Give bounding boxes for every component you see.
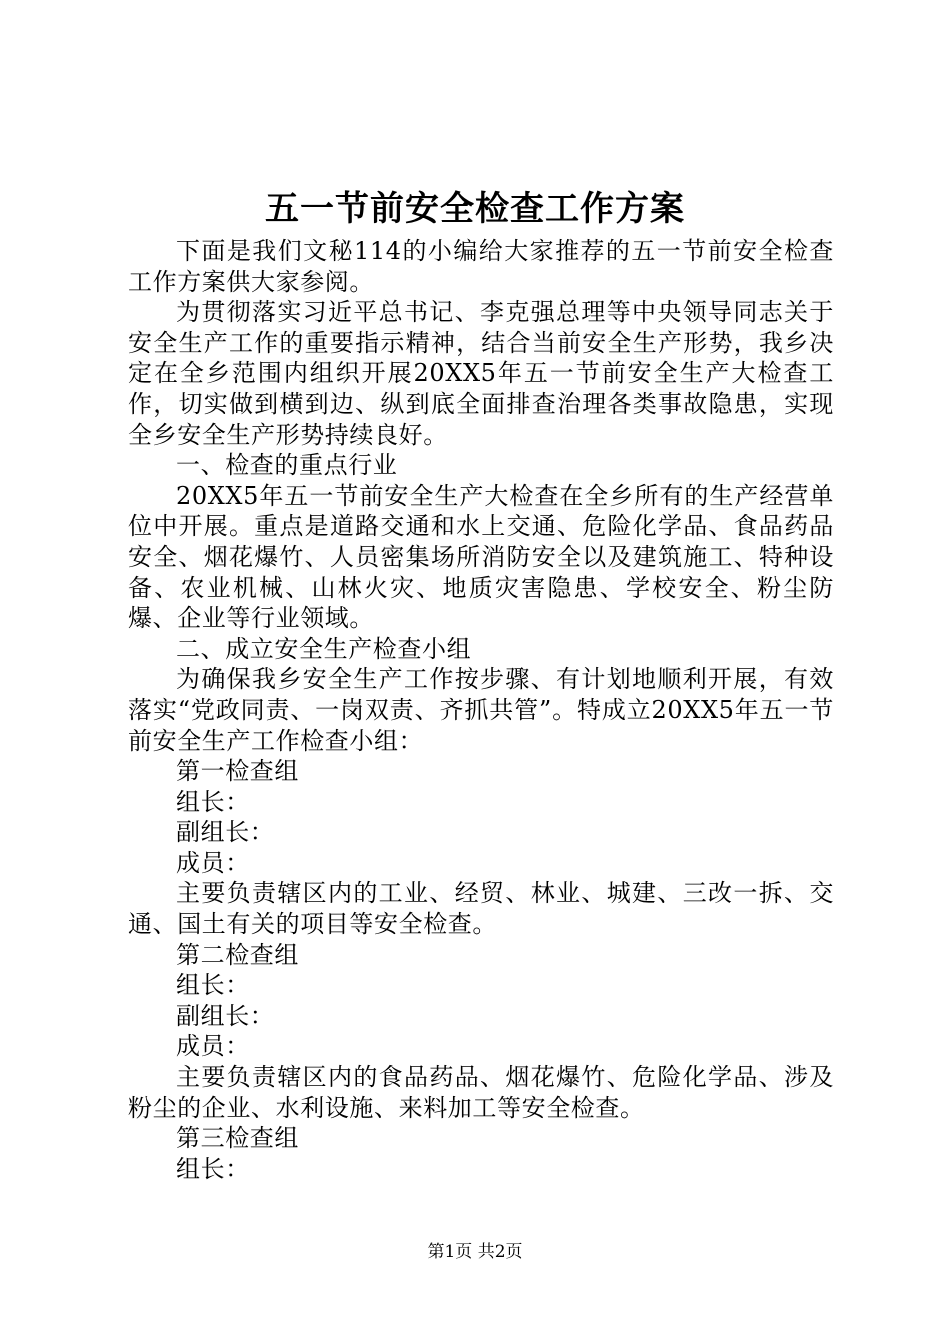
paragraph-industries: 20XX5年五一节前安全生产大检查在全乡所有的生产经营单位中开展。重点是道路交通和水上交通、危险化学品、食品药品安全、烟花爆竹、人员密集场所消防安全以及建筑施工、特种设备、农业机械、山林火灾、地质灾害隐患、学校安全、粉尘防爆、企业等行业领域。 [128,481,834,633]
group-2-leader: 组长： [176,971,250,1000]
group-3-heading: 第三检查组 [176,1124,299,1153]
group-3-leader: 组长： [176,1154,250,1183]
paragraph-intro: 下面是我们文秘114的小编给大家推荐的五一节前安全检查工作方案供大家参阅。 [128,237,834,296]
document-title: 五一节前安全检查工作方案 [265,189,685,229]
group-1-deputy: 副组长： [176,818,275,847]
group-2-members: 成员： [176,1032,250,1061]
paragraph-purpose: 为贯彻落实习近平总书记、李克强总理等中央领导同志关于安全生产工作的重要指示精神，结合当前安全生产形势，我乡决定在全乡范围内组织开展20XX5年五一节前安全生产大检查工作，切实做到横到边、纵到底全面排查治理各类事故隐患，实现全乡安全生产形势持续良好。 [128,298,834,449]
group-1-heading: 第一检查组 [176,757,299,786]
group-1-members: 成员： [176,848,250,877]
document-body [128,236,834,1184]
page-number-footer: 第1页 共2页 [427,1242,523,1262]
group-2-heading: 第二检查组 [176,940,299,969]
group-1-duty: 主要负责辖区内的工业、经贸、林业、城建、三改一拆、交通、国土有关的项目等安全检查。 [128,879,834,939]
section-heading-industries: 一、检查的重点行业 [176,451,398,480]
group-2-duty: 主要负责辖区内的食品药品、烟花爆竹、危险化学品、涉及粉尘的企业、水利设施、来料加工等安全检查。 [128,1063,834,1122]
group-1-leader: 组长： [176,787,250,816]
paragraph-groups: 为确保我乡安全生产工作按步骤、有计划地顺利开展，有效落实“党政同责、一岗双责、齐抓共管”。特成立20XX5年五一节前安全生产工作检查小组： [128,665,834,755]
section-heading-groups: 二、成立安全生产检查小组 [176,634,472,663]
group-2-deputy: 副组长： [176,1001,275,1030]
